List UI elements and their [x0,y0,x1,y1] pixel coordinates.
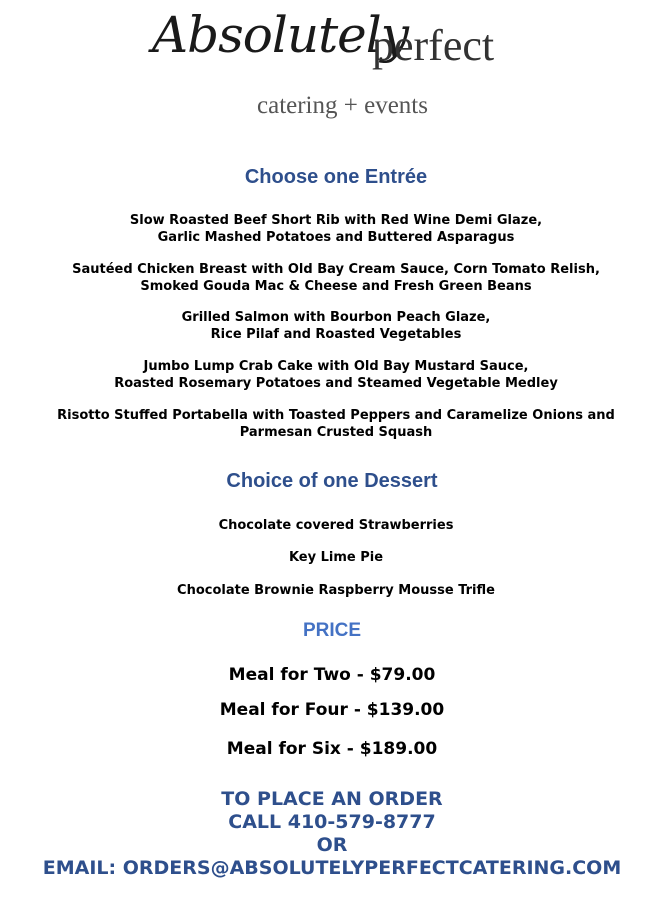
dessert-item: Key Lime Pie [288,550,384,565]
entree-item-line1: Grilled Salmon with Bourbon Peach Glaze, [181,310,491,325]
dessert-heading: Choice of one Dessert [226,470,438,492]
entree-item [0,212,672,246]
price-option: Meal for Six - $189.00 [226,739,438,759]
dessert-item: Chocolate Brownie Raspberry Mousse Trifle [177,583,495,598]
order-line-place: TO PLACE AN ORDER [221,788,443,810]
entree-item-line2: Roasted Rosemary Potatoes and Steamed Vegetable Medley [114,376,558,391]
logo-script-text: Absolutely [152,6,408,64]
entree-item-line2: Parmesan Crusted Squash [239,425,433,440]
entree-heading: Choose one Entrée [244,166,428,188]
entree-item-line2: Garlic Mashed Potatoes and Buttered Asparagus [157,230,515,245]
entree-item-line1: Jumbo Lump Crab Cake with Old Bay Mustard Sauce, [143,359,529,374]
price-heading: PRICE [302,620,362,641]
entree-item [0,358,672,392]
order-line-phone[interactable]: CALL 410-579-8777 [228,811,436,833]
price-option: Meal for Two - $79.00 [228,665,436,685]
entree-item-line2: Rice Pilaf and Roasted Vegetables [210,327,462,342]
order-instructions [0,788,664,880]
entree-item [0,261,672,295]
dessert-item: Chocolate covered Strawberries [218,518,454,533]
logo-tagline: catering + events [257,92,428,119]
order-line-email[interactable]: EMAIL: ORDERS@ABSOLUTELYPERFECTCATERING.COM [42,857,622,879]
entree-item-line1: Slow Roasted Beef Short Rib with Red Wine Demi Glaze, [129,213,543,228]
entree-item-line2: Smoked Gouda Mac & Cheese and Fresh Green Beans [140,279,532,294]
entree-item [0,309,672,343]
logo-plain-text: perfect [372,21,495,70]
order-line-or: OR [316,834,348,856]
logo [0,0,672,140]
entree-item-line1: Sautéed Chicken Breast with Old Bay Cream Sauce, Corn Tomato Relish, [72,262,600,277]
entree-item [0,407,672,441]
entree-item-line1: Risotto Stuffed Portabella with Toasted Peppers and Caramelize Onions and [57,408,615,423]
price-option: Meal for Four - $139.00 [219,700,445,720]
